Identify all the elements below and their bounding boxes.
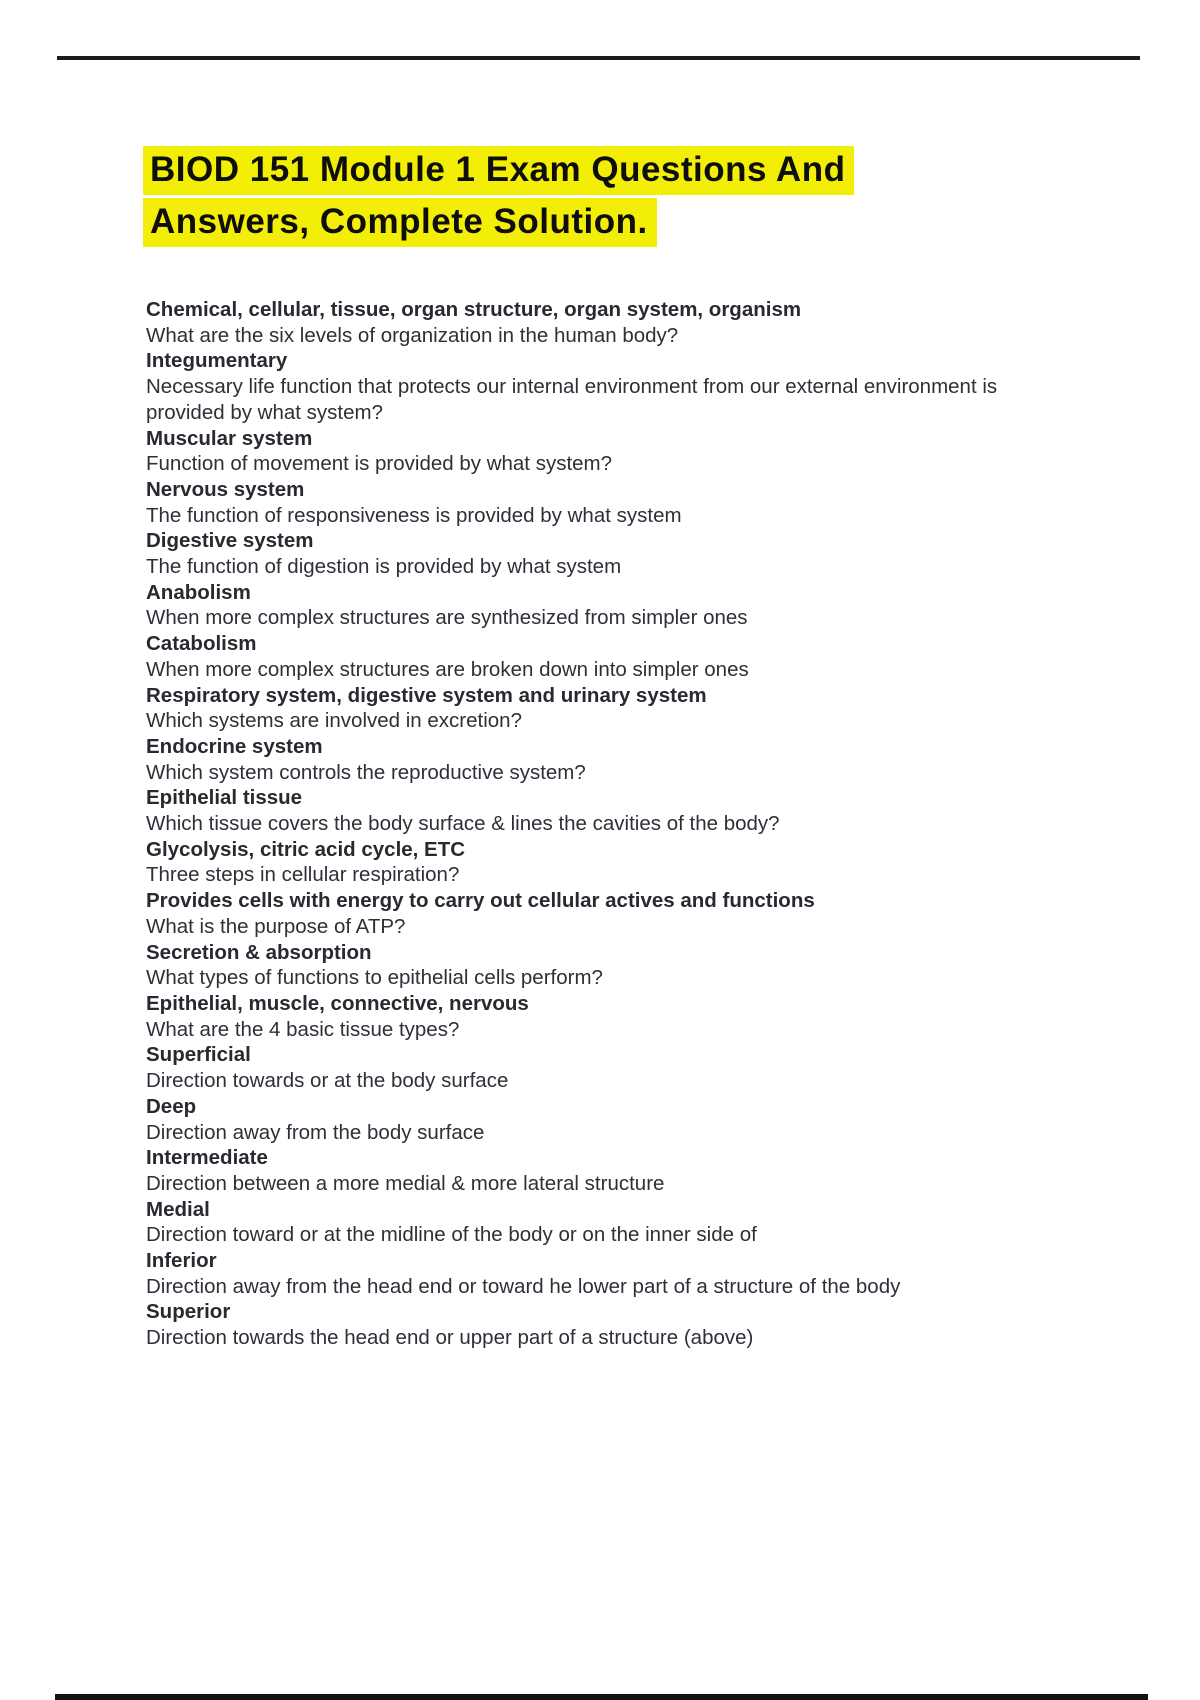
title-line-2: Answers, Complete Solution. — [143, 198, 657, 247]
qa-item — [146, 837, 1046, 888]
qa-question: Direction toward or at the midline of the body or on the inner side of — [146, 1223, 757, 1247]
qa-question: What are the 4 basic tissue types? — [146, 1017, 460, 1041]
qa-answer-term: Superficial — [146, 1043, 251, 1067]
qa-question: When more complex structures are synthesized from simpler ones — [146, 606, 748, 630]
footer-rule — [55, 1694, 1148, 1700]
qa-item — [146, 426, 1046, 477]
page-title — [143, 146, 854, 250]
qa-question: What are the six levels of organization in the human body? — [146, 323, 679, 347]
qa-list — [146, 297, 1046, 1351]
qa-question: Which tissue covers the body surface & lines the cavities of the body? — [146, 812, 780, 836]
qa-item — [146, 940, 1046, 991]
qa-answer-term: Integumentary — [146, 349, 288, 373]
qa-question: Which system controls the reproductive system? — [146, 760, 586, 784]
qa-item — [146, 1094, 1046, 1145]
header-rule — [57, 56, 1140, 60]
qa-item — [146, 1197, 1046, 1248]
qa-item — [146, 580, 1046, 631]
qa-question: When more complex structures are broken down into simpler ones — [146, 657, 749, 681]
qa-item — [146, 991, 1046, 1042]
qa-question: Direction towards or at the body surface — [146, 1069, 509, 1093]
qa-item — [146, 734, 1046, 785]
qa-answer-term: Chemical, cellular, tissue, organ structure, organ system, organism — [146, 298, 802, 321]
qa-answer-term: Glycolysis, citric acid cycle, ETC — [146, 837, 466, 861]
qa-answer-term: Muscular system — [146, 426, 313, 450]
qa-item — [146, 1145, 1046, 1196]
qa-question: Direction between a more medial & more lateral structure — [146, 1171, 665, 1195]
qa-question: The function of responsiveness is provided by what system — [146, 503, 682, 527]
qa-item — [146, 528, 1046, 579]
qa-item — [146, 297, 1046, 348]
qa-answer-term: Nervous system — [146, 477, 305, 501]
qa-answer-term: Epithelial, muscle, connective, nervous — [146, 991, 529, 1015]
qa-question: Direction towards the head end or upper part of a structure (above) — [146, 1326, 754, 1350]
qa-answer-term: Deep — [146, 1094, 197, 1118]
qa-item — [146, 1042, 1046, 1093]
qa-question: Function of movement is provided by what system? — [146, 452, 613, 476]
qa-item — [146, 348, 1046, 425]
qa-answer-term: Superior — [146, 1300, 231, 1324]
qa-question: Three steps in cellular respiration? — [146, 863, 460, 887]
qa-answer-term: Digestive system — [146, 529, 314, 553]
qa-item — [146, 477, 1046, 528]
qa-answer-term: Provides cells with energy to carry out cellular actives and functions — [146, 889, 815, 913]
qa-item — [146, 631, 1046, 682]
qa-question: Necessary life function that protects our internal environment from our external environment is provided by what system? — [146, 375, 998, 424]
qa-item — [146, 1299, 1046, 1350]
qa-answer-term: Epithelial tissue — [146, 786, 303, 810]
qa-answer-term: Catabolism — [146, 632, 257, 656]
qa-question: The function of digestion is provided by what system — [146, 555, 622, 579]
qa-item — [146, 683, 1046, 734]
qa-answer-term: Secretion & absorption — [146, 940, 372, 964]
qa-answer-term: Intermediate — [146, 1146, 268, 1170]
qa-question: Which systems are involved in excretion? — [146, 709, 522, 733]
qa-item — [146, 785, 1046, 836]
qa-question: Direction away from the body surface — [146, 1120, 485, 1144]
qa-question: Direction away from the head end or toward he lower part of a structure of the body — [146, 1274, 901, 1298]
qa-answer-term: Inferior — [146, 1249, 217, 1273]
qa-answer-term: Anabolism — [146, 580, 251, 604]
title-line-1: BIOD 151 Module 1 Exam Questions And — [143, 146, 854, 195]
qa-item — [146, 888, 1046, 939]
qa-answer-term: Medial — [146, 1197, 210, 1221]
qa-answer-term: Respiratory system, digestive system and urinary system — [146, 683, 707, 707]
qa-question: What is the purpose of ATP? — [146, 914, 406, 938]
qa-question: What types of functions to epithelial cells perform? — [146, 966, 603, 990]
qa-item — [146, 1248, 1046, 1299]
qa-answer-term: Endocrine system — [146, 734, 323, 758]
